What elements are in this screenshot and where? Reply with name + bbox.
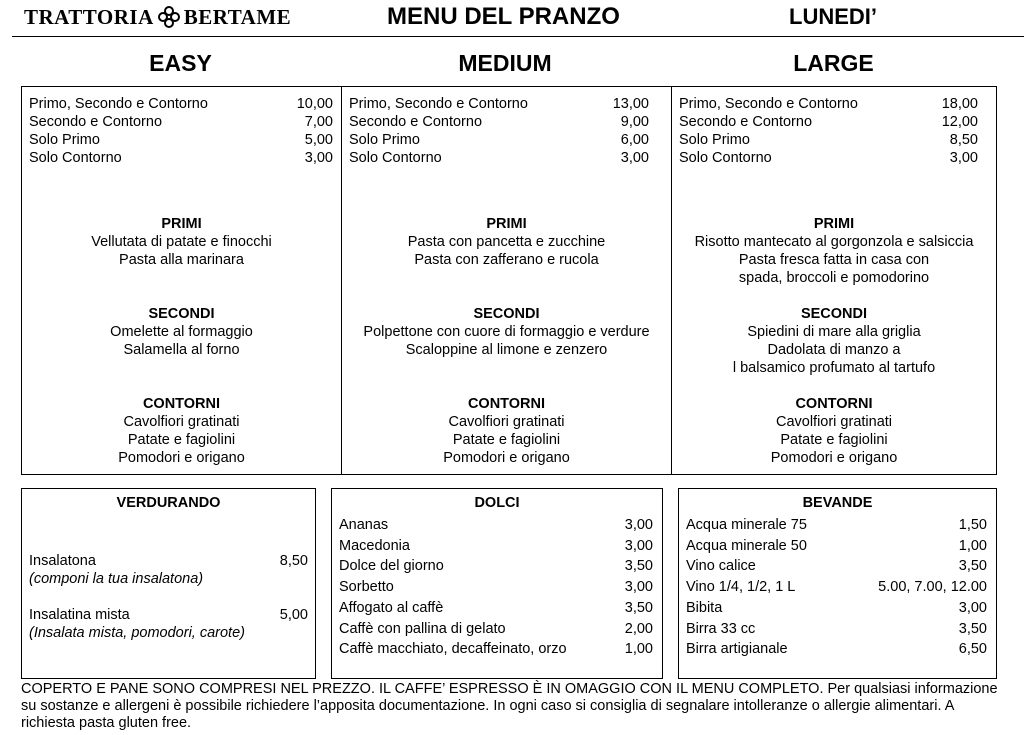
- list-item: Ananas 3,00: [339, 517, 653, 533]
- price-row: Primo, Secondo e Contorno 13,00: [349, 96, 649, 112]
- dish: Pasta con zafferano e rucola: [414, 252, 599, 268]
- price-row: Secondo e Contorno 9,00: [349, 114, 649, 130]
- list-item: Caffè con pallina di gelato 2,00: [339, 620, 653, 637]
- price-row: Solo Contorno 3,00: [29, 150, 333, 166]
- list-item: Macedonia 3,00: [339, 537, 653, 554]
- dolci-list: [339, 515, 653, 660]
- dish: Dadolata di manzo a: [767, 342, 901, 358]
- logo-text-right: BERTAME: [183, 4, 292, 29]
- price-row: Solo Contorno 3,00: [679, 150, 978, 166]
- price-row: Primo, Secondo e Contorno 10,00: [29, 96, 333, 112]
- verdurando-box: [21, 488, 316, 679]
- dish: Omelette al formaggio: [110, 324, 253, 340]
- bevande-list: [686, 515, 987, 660]
- list-item: Vino calice 3,50: [686, 558, 987, 575]
- dish: Scaloppine al limone e zenzero: [405, 342, 608, 358]
- price-row: Primo, Secondo e Contorno 18,00: [679, 96, 978, 112]
- list-item: Birra 33 cc 3,50: [686, 620, 987, 637]
- day-label: LUNEDI’: [789, 4, 877, 29]
- list-item: Affogato al caffè 3,50: [339, 599, 653, 616]
- dish: Spiedini di mare alla griglia: [747, 324, 921, 340]
- column-heading-easy: EASY: [149, 50, 212, 76]
- price-row: Solo Contorno 3,00: [349, 150, 649, 166]
- tier-column-medium: [341, 87, 671, 474]
- section-heading: DOLCI: [474, 495, 520, 511]
- price-row: Solo Primo 8,50: [679, 132, 978, 148]
- bevande-box: [678, 488, 997, 679]
- dolci-box: [331, 488, 663, 679]
- section-heading: SECONDI: [473, 306, 540, 322]
- dish: Cavolfiori gratinati: [775, 414, 893, 430]
- dish: Pasta fresca fatta in casa con: [738, 252, 930, 268]
- tier-column-large: [671, 87, 996, 474]
- item-note: (Insalata mista, pomodori, carote): [29, 625, 245, 641]
- dish: Pasta con pancetta e zucchine: [407, 234, 606, 250]
- section-heading: PRIMI: [486, 216, 527, 232]
- list-item: Bibita 3,00: [686, 599, 987, 616]
- item-note: (componi la tua insalatona): [29, 571, 204, 587]
- primi-section: [672, 215, 996, 287]
- clover-icon: [158, 6, 180, 28]
- tier-column-easy: [22, 87, 341, 474]
- price-row: Solo Primo 5,00: [29, 132, 333, 148]
- footer-note: COPERTO E PANE SONO COMPRESI NEL PREZZO. IL CAFFE’ ESPRESSO È IN OMAGGIO CON IL MENU COMPLETO. Per qualsiasi informazione su sostanze e allergeni è possibile richiedere l’apposita documentazione. In ogni caso si consiglia di segnalare intolleranze o allergie alimentari. A richiesta pasta gluten free.: [21, 681, 998, 731]
- primi-section: [342, 215, 671, 269]
- section-heading: CONTORNI: [142, 396, 221, 412]
- logo-text-left: TRATTORIA: [24, 4, 154, 29]
- dish: Cavolfiori gratinati: [123, 414, 240, 430]
- price-row: Secondo e Contorno 7,00: [29, 114, 333, 130]
- dish: Patate e fagiolini: [780, 432, 888, 448]
- dish: Patate e fagiolini: [127, 432, 236, 448]
- contorni-section: [22, 395, 341, 467]
- dish: Pasta alla marinara: [119, 252, 244, 268]
- price-row: Secondo e Contorno 12,00: [679, 114, 978, 130]
- section-heading: PRIMI: [813, 216, 855, 232]
- contorni-section: [672, 395, 996, 467]
- column-heading-large: LARGE: [793, 50, 874, 76]
- list-item: Caffè macchiato, decaffeinato, orzo 1,00: [339, 641, 653, 658]
- list-item: Vino 1/4, 1/2, 1 L 5.00, 7.00, 12.00: [686, 579, 987, 596]
- dish: Risotto mantecato al gorgonzola e salsiccia: [694, 234, 974, 250]
- dish: Vellutata di patate e finocchi: [91, 234, 272, 250]
- section-heading: CONTORNI: [467, 396, 546, 412]
- dish: Polpettone con cuore di formaggio e verdure: [363, 324, 650, 340]
- list-item: Dolce del giorno 3,50: [339, 558, 653, 575]
- section-heading: BEVANDE: [802, 495, 873, 511]
- list-item: Sorbetto 3,00: [339, 579, 653, 596]
- primi-section: [22, 215, 341, 269]
- secondi-section: [22, 305, 341, 359]
- header-divider: [12, 36, 1024, 37]
- dish: spada, broccoli e pomodorino: [738, 270, 930, 286]
- page-title: MENU DEL PRANZO: [387, 3, 620, 30]
- dish: Pomodori e origano: [443, 450, 570, 466]
- dish: Patate e fagiolini: [452, 432, 561, 448]
- list-item: Acqua minerale 75 1,50: [686, 517, 987, 533]
- dish: Pomodori e origano: [770, 450, 898, 466]
- dish: Pomodori e origano: [118, 450, 245, 466]
- price-list: [679, 95, 978, 167]
- dish: Cavolfiori gratinati: [448, 414, 565, 430]
- dish: Salamella al forno: [123, 342, 240, 358]
- list-item: Insalatona 8,50: [29, 553, 308, 569]
- menu-tiers-box: [21, 86, 997, 475]
- restaurant-logo: [24, 2, 291, 32]
- verdurando-list: [29, 552, 308, 642]
- dish: l balsamico profumato al tartufo: [732, 360, 936, 376]
- list-item: Acqua minerale 50 1,00: [686, 537, 987, 554]
- contorni-section: [342, 395, 671, 467]
- price-list: [29, 95, 333, 167]
- section-heading: VERDURANDO: [116, 495, 221, 511]
- section-heading: CONTORNI: [795, 396, 873, 412]
- price-row: Solo Primo 6,00: [349, 132, 649, 148]
- column-heading-medium: MEDIUM: [458, 50, 552, 76]
- section-heading: SECONDI: [800, 306, 868, 322]
- section-heading: SECONDI: [148, 306, 215, 322]
- secondi-section: [672, 305, 996, 377]
- price-list: [349, 95, 649, 167]
- list-item: Birra artigianale 6,50: [686, 641, 987, 658]
- list-item: Insalatina mista 5,00: [29, 607, 308, 623]
- secondi-section: [342, 305, 671, 359]
- section-heading: PRIMI: [161, 216, 202, 232]
